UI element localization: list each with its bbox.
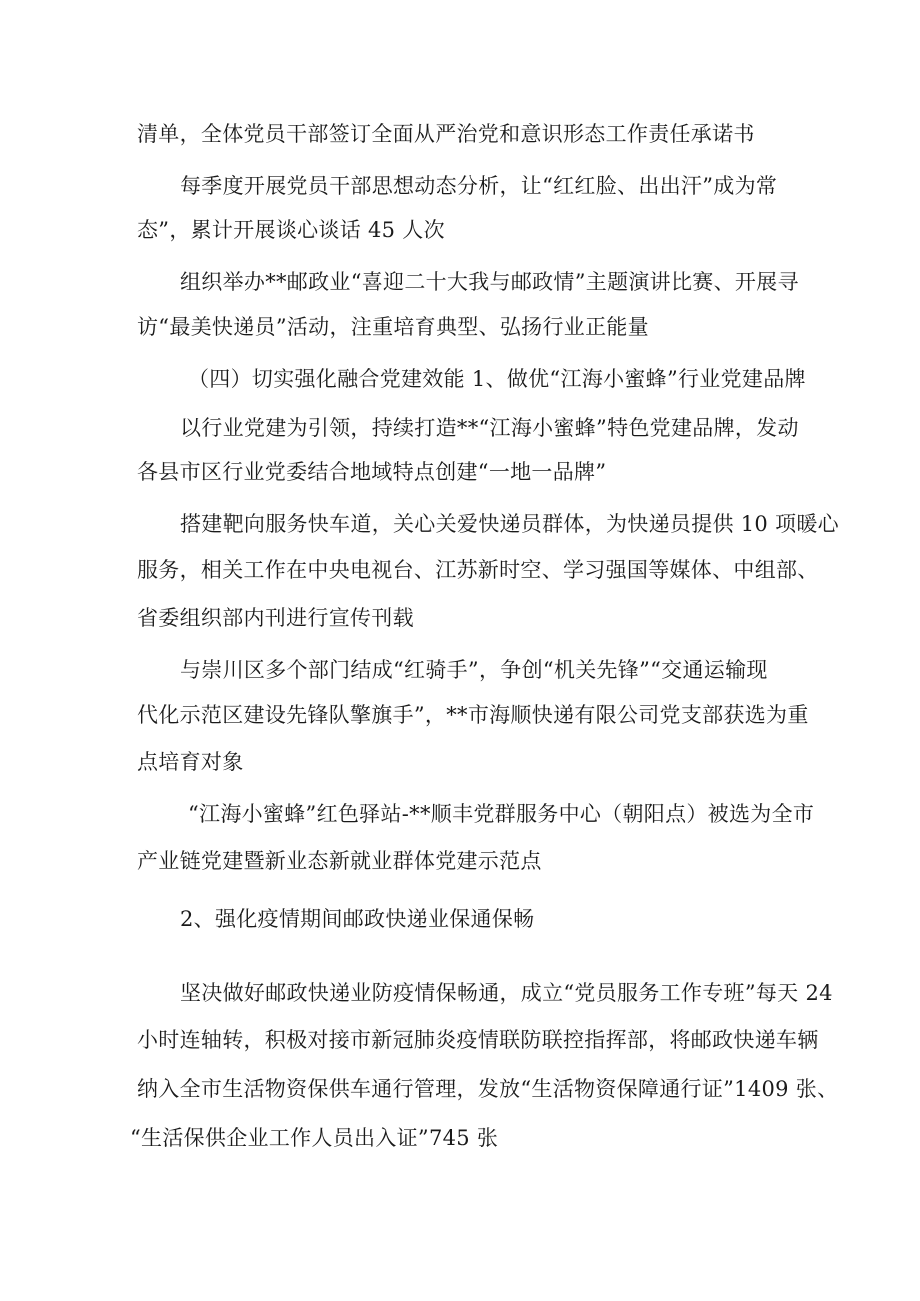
paragraph-line: 代化示范区建设先锋队擎旗手”，**市海顺快递有限公司党支部获选为重: [137, 703, 809, 727]
paragraph-line: 态”，累计开展谈心谈话 45 人次: [137, 218, 445, 242]
paragraph-line: 小时连轴转，积极对接市新冠肺炎疫情联防联控指挥部，将邮政快递车辆: [137, 1028, 819, 1052]
paragraph-line: 纳入全市生活物资保供车通行管理，发放“生活物资保障通行证”1409 张、: [137, 1077, 839, 1101]
paragraph-line: 访“最美快递员”活动，注重培育典型、弘扬行业正能量: [137, 315, 649, 339]
paragraph-line: 组织举办**邮政业“喜迎二十大我与邮政情”主题演讲比赛、开展寻: [180, 270, 799, 294]
paragraph-line: “生活保供企业工作人员出入证”745 张: [130, 1126, 499, 1150]
paragraph-line: 清单，全体党员干部签订全面从严治党和意识形态工作责任承诺书: [137, 122, 755, 146]
paragraph-line: 坚决做好邮政快递业防疫情保畅通，成立“党员服务工作专班”每天 24: [180, 981, 833, 1005]
paragraph-line: 产业链党建暨新业态新就业群体党建示范点: [137, 849, 542, 873]
paragraph-line: 服务，相关工作在中央电视台、江苏新时空、学习强国等媒体、中组部、: [137, 558, 819, 582]
paragraph-line: “江海小蜜蜂”红色驿站-**顺丰党群服务中心（朝阳点）被选为全市: [188, 802, 815, 826]
paragraph-line: 与崇川区多个部门结成“红骑手”，争创“机关先锋”“交通运输现: [180, 658, 768, 682]
section-heading: （四）切实强化融合党建效能 1、做优“江海小蜜蜂”行业党建品牌: [188, 367, 806, 391]
paragraph-line: 以行业党建为引领，持续打造**“江海小蜜蜂”特色党建品牌，发动: [180, 416, 799, 440]
paragraph-line: 各县市区行业党委结合地域特点创建“一地一品牌”: [137, 460, 607, 484]
subsection-heading: 2、强化疫情期间邮政快递业保通保畅: [180, 907, 535, 931]
paragraph-line: 搭建靶向服务快车道，关心关爱快递员群体，为快递员提供 10 项暖心: [180, 512, 839, 536]
paragraph-line: 每季度开展党员干部思想动态分析，让“红红脸、出出汗”成为常: [180, 174, 778, 198]
paragraph-line: 省委组织部内刊进行宣传刊载: [137, 606, 414, 630]
paragraph-line: 点培育对象: [137, 750, 244, 774]
